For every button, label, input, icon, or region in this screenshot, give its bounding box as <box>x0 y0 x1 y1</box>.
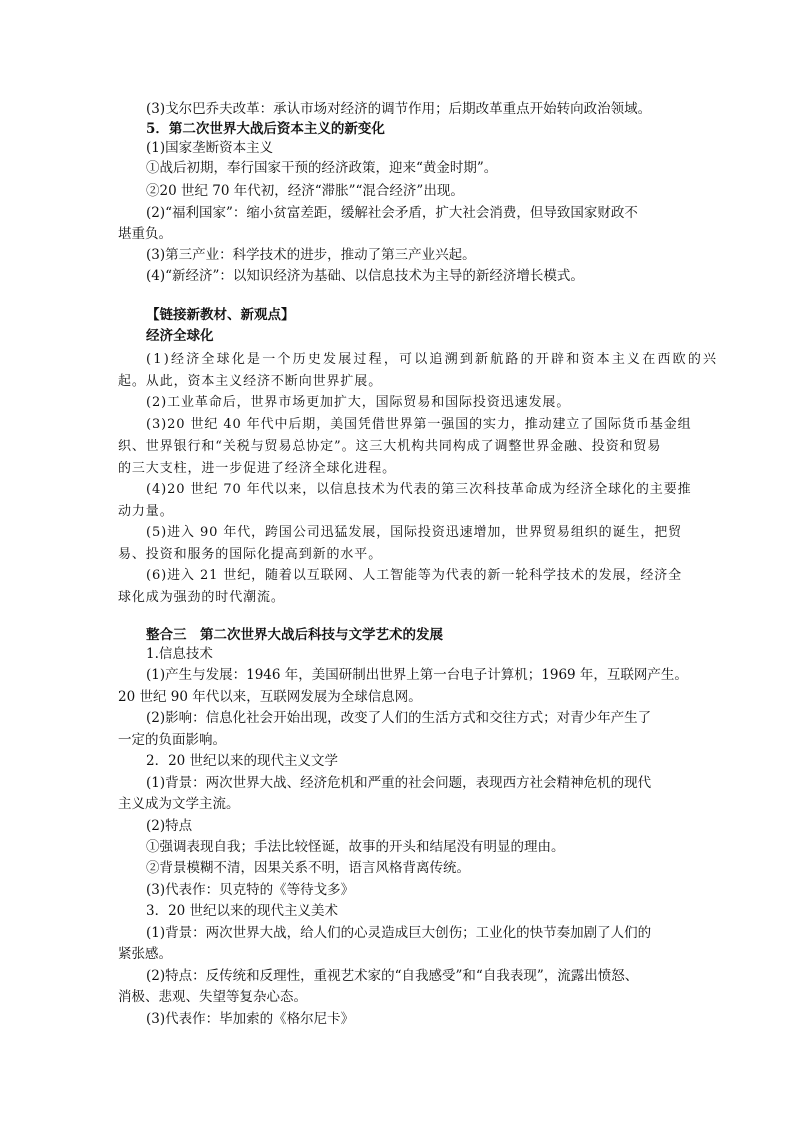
text-line: (4)“新经济”：以知识经济为基础、以信息技术为主导的新经济增长模式。 <box>146 268 584 284</box>
text-line: 球化成为强劲的时代潮流。 <box>118 590 285 605</box>
text-line: (2)工业革命后，世界市场更加扩大，国际贸易和国际投资迅速发展。 <box>146 395 571 410</box>
text-line: (5)进入 90 年代，跨国公司迅猛发展，国际投资迅速增加，世界贸易组织的诞生，把贸 <box>146 525 683 540</box>
text-line: 一定的负面影响。 <box>118 732 226 748</box>
text-line: (1)经济全球化是一个历史发展过程，可以追溯到新航路的开辟和资本主义在西欧的兴 <box>146 352 719 367</box>
section-heading: 5．第二次世界大战后资本主义的新变化 <box>146 121 385 137</box>
text-line: 的三大支柱，进一步促进了经济全球化进程。 <box>118 461 397 476</box>
text-line: (2)“福利国家”：缩小贫富差距，缓解社会矛盾，扩大社会消费，但导致国家财政不 <box>146 205 638 221</box>
text-line: ①强调表现自我；手法比较怪诞，故事的开头和结尾没有明显的理由。 <box>146 839 565 855</box>
text-line: (1)国家垄断资本主义 <box>146 140 274 156</box>
text-line: (3)代表作：贝克特的《等待戈多》 <box>146 882 355 898</box>
text-line: (3)代表作：毕加索的《格尔尼卡》 <box>146 1011 355 1027</box>
text-line: (3)20 世纪 40 年代中后期，美国凭借世界第一强国的实力，推动建立了国际货币基金组 <box>146 417 692 432</box>
text-line: 动力量。 <box>118 504 174 519</box>
section-heading: 整合三 第二次世界大战后科技与文学艺术的发展 <box>146 627 443 643</box>
text-line: 易、投资和服务的国际化提高到新的水平。 <box>118 547 383 562</box>
text-line: (2)特点 <box>146 818 193 834</box>
text-line: (1)产生与发展：1946 年，美国研制出世界上第一台电子计算机；1969 年，互联网产生。 <box>146 667 688 683</box>
text-line: 堪重负。 <box>118 226 172 242</box>
text-line: 起。从此，资本主义经济不断向世界扩展。 <box>118 374 383 389</box>
text-line: (3)戈尔巴乔夫改革：承认市场对经济的调节作用；后期改革重点开始转向政治领域。 <box>146 101 652 117</box>
text-line: 主义成为文学主流。 <box>118 796 240 812</box>
text-line: ①战后初期，奉行国家干预的经济政策，迎来“黄金时期”。 <box>146 160 498 176</box>
text-line: 消极、悲观、失望等复杂心态。 <box>118 989 307 1005</box>
text-line: 20 世纪 90 年代以来，互联网发展为全球信息网。 <box>118 689 422 705</box>
text-line: (1)背景：两次世界大战，给人们的心灵造成巨大创伤；工业化的快节奏加剧了人们的 <box>146 925 652 941</box>
text-line: (4)20 世纪 70 年代以来，以信息技术为代表的第三次科技革命成为经济全球化的主要推 <box>146 482 692 497</box>
text-line: (3)第三产业：科学技术的进步，推动了第三产业兴起。 <box>146 247 476 263</box>
text-line: (2)特点：反传统和反理性，重视艺术家的“自我感受”和“自我表现”，流露出愤怒、 <box>146 968 639 984</box>
text-line: 织、世界银行和“关税与贸易总协定”。这三大机构共同构成了调整世界金融、投资和贸易 <box>118 439 662 454</box>
text-line: ②20 世纪 70 年代初，经济“滞胀”“混合经济”出现。 <box>146 183 464 199</box>
text-line: ②背景模糊不清，因果关系不明，语言风格背离传统。 <box>146 860 470 876</box>
subsection-heading: 2．20 世纪以来的现代主义文学 <box>146 753 339 769</box>
subsection-heading: 经济全球化 <box>146 328 214 344</box>
text-line: (6)进入 21 世纪，随着以互联网、人工智能等为代表的新一轮科学技术的发展，经济全 <box>146 568 683 583</box>
text-line: (2)影响：信息化社会开始出现，改变了人们的生活方式和交往方式；对青少年产生了 <box>146 710 652 726</box>
subsection-heading: 1.信息技术 <box>146 646 213 662</box>
text-line: (1)背景：两次世界大战、经济危机和严重的社会问题，表现西方社会精神危机的现代 <box>146 775 652 791</box>
subsection-heading: 3．20 世纪以来的现代主义美术 <box>146 903 339 919</box>
section-heading: 【链接新教材、新观点】 <box>146 307 295 323</box>
text-line: 紧张感。 <box>118 946 172 962</box>
